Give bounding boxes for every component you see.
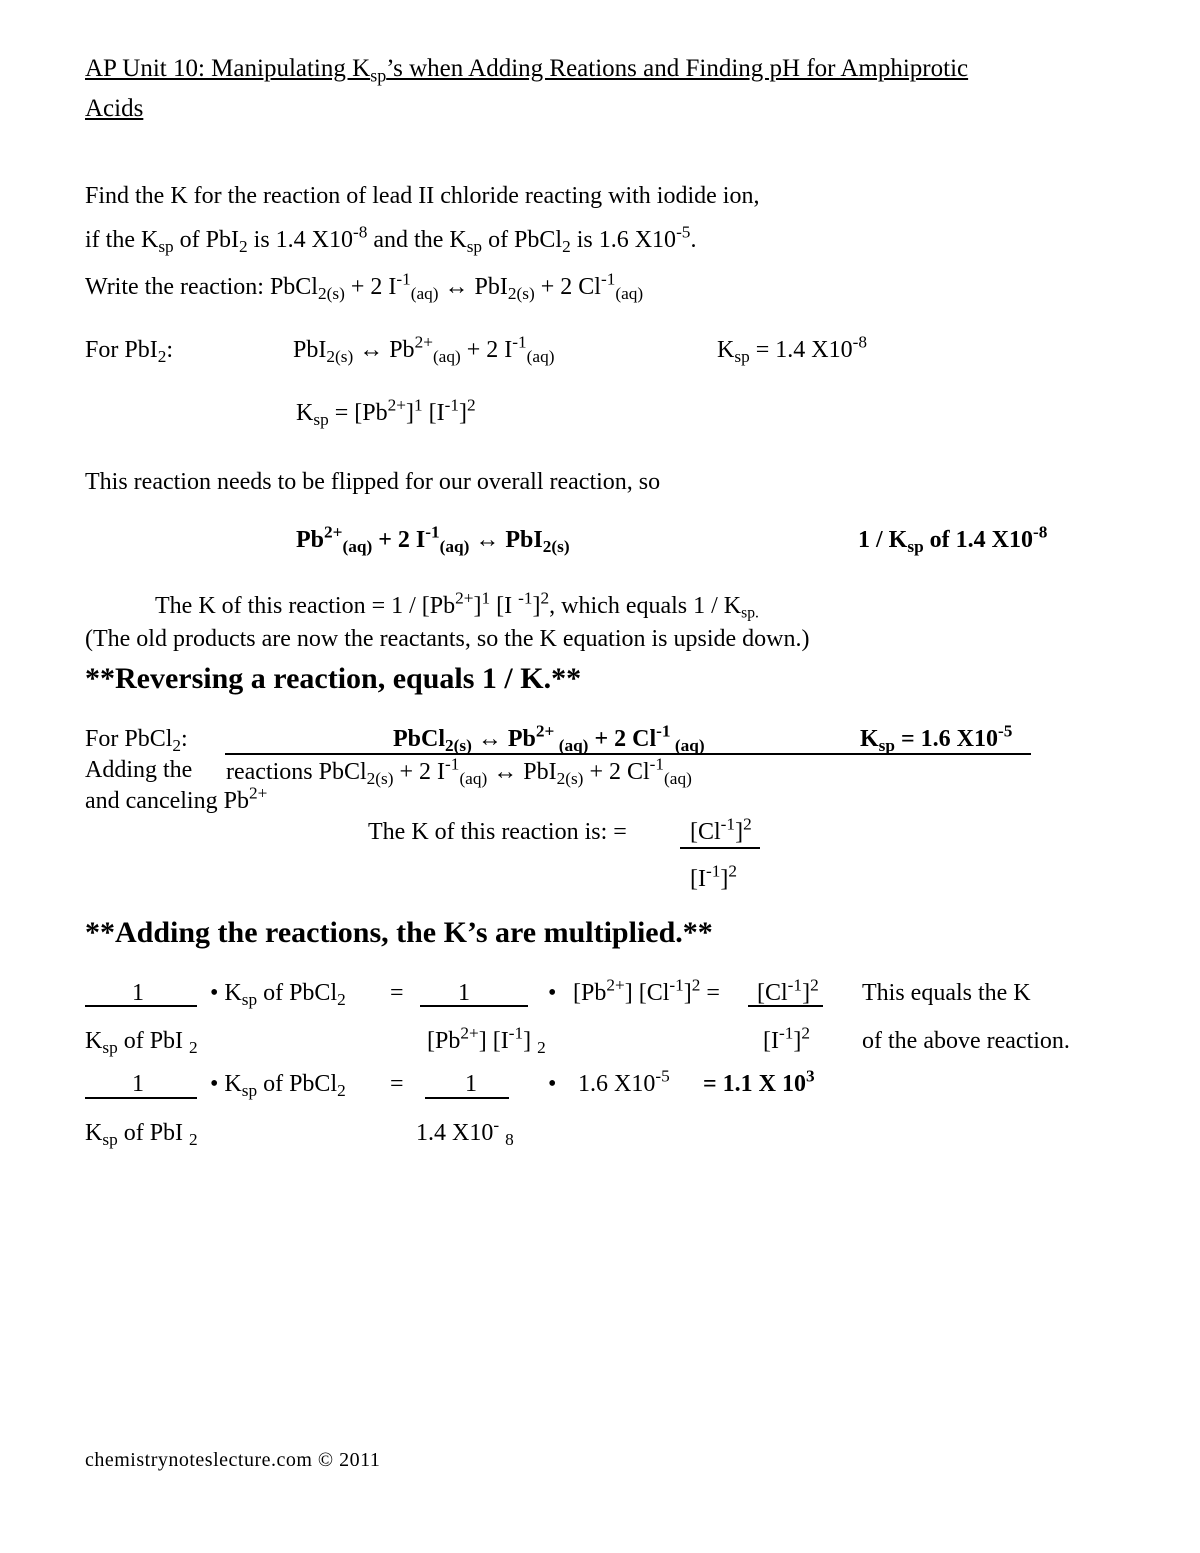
row2-equals: =	[390, 1071, 404, 1097]
row2-one-mid: 1	[465, 1071, 477, 1097]
row1-ksp-pbcl2: • $K_{sp}$ of PbCl$_2$	[210, 980, 346, 1010]
row1-bullet: •	[548, 980, 557, 1006]
row1-ksp-pbi2: $K_{sp}$ of PbI $_2$	[85, 1028, 198, 1058]
problem-line-2: if the $K_{sp}$ of PbI$_2$ is 1.4 $X10^{-8}$ and the $K_{sp}$ of PbCl$_2$ is 1.6 $X10^{-5}$.	[85, 222, 697, 257]
row2-result: = 1.1 X $10^3$	[703, 1066, 815, 1097]
k-of-reaction-label: The K of this reaction is: =	[368, 819, 627, 845]
flip-note: (The old products are now the reactants, so the K equation is upside down.)	[85, 626, 810, 652]
pbcl2-ksp: $K_{sp} = 1.6$ $X10^{-5}$	[860, 721, 1013, 756]
row1-den-right: $[I^{-1}]^2$	[763, 1023, 811, 1054]
row1-one: 1	[132, 980, 144, 1006]
overall-reaction: Write the reaction: PbCl$_{2(s)}$ + 2 $I^{-1}_{(aq)}$ ↔ PbI$_{2(s)}$ + 2 $Cl^{-1}_{(aq)}$	[85, 269, 644, 304]
k-numerator: $[Cl^{-1}]^2$	[690, 814, 752, 845]
page-title: AP Unit 10: Manipulating $K_{sp}’s$ when Adding Reations and Finding pH for Amphiprotic	[85, 55, 969, 86]
pbi2-equation: PbI$_{2(s)}$ ↔ $Pb^{2+}_{(aq)} + 2$ $I^{-1}_{(aq)}$	[293, 332, 555, 367]
pbi2-ksp: $K_{sp} = 1.4$ $X10^{-8}$	[717, 332, 867, 367]
flipped-k-expression: The K of this reaction = $1 / [Pb^{2+}]^1$ [I $^{-1}$]$^2$, which equals $1 / K_{sp.}$	[155, 588, 759, 622]
page-title-line2: Acids	[85, 95, 144, 122]
row2-bar-left	[85, 1097, 197, 1099]
pbcl2-equation: PbCl$_{2(s)}$ ↔ $Pb^{2+}$ $_{(aq)}$ + 2 $Cl^{-1}$ $_{(aq)}$	[393, 721, 705, 756]
row1-bar-right	[748, 1005, 823, 1007]
multiply-rule: **Adding the reactions, the K’s are multiplied.**	[85, 916, 713, 949]
flipped-equation: $Pb^{2+}_{(aq)} + 2$ $I^{-1}_{(aq)}$ ↔ PbI$_{2(s)}$	[296, 522, 570, 557]
row2-bullet: •	[548, 1071, 557, 1097]
k-fraction-bar	[680, 847, 760, 849]
footer-copyright: chemistrynoteslecture.com © 2011	[85, 1449, 381, 1471]
row2-pbcl2-value: 1.6 $X10^{-5}$	[578, 1066, 670, 1097]
flipped-k: $1 / K_{sp}$ of 1.4 $X10^{-8}$	[858, 522, 1048, 557]
row2-bar-mid	[425, 1097, 509, 1099]
pbi2-label: For PbI$_2$:	[85, 337, 173, 367]
canceling-label: and canceling $Pb^{2+}$	[85, 783, 268, 814]
row2-one: 1	[132, 1071, 144, 1097]
k-denominator: $[I^{-1}]^2$	[690, 861, 738, 892]
reversing-rule: **Reversing a reaction, equals 1 / K.**	[85, 662, 582, 695]
pbcl2-label: For PbCl$_2$:	[85, 726, 188, 756]
row1-equals: =	[390, 980, 404, 1006]
row1-concentrations: $[Pb^{2+}] [Cl^{-1}]^2$ =	[573, 975, 720, 1006]
sum-line	[225, 753, 1031, 755]
equals-k-text-2: of the above reaction.	[862, 1028, 1070, 1054]
row2-den-mid: 1.4 X10- $_8$	[416, 1115, 514, 1150]
summed-equation: reactions PbCl$_{2(s)}$ + 2 $I^{-1}_{(aq)}$ ↔ PbI$_{2(s)}$ + 2 $Cl^{-1}_{(aq)}$	[226, 754, 692, 789]
adding-label: Adding the	[85, 757, 193, 783]
row1-frac-num: $[Cl^{-1}]^2$	[757, 975, 819, 1006]
flip-text: This reaction needs to be flipped for our overall reaction, so	[85, 469, 661, 495]
row1-bar-mid	[420, 1005, 528, 1007]
pbi2-ksp-expression: $K_{sp} = [Pb^{2+}]^1$ $[I^{-1}]^2$	[296, 395, 476, 430]
row1-bar-left	[85, 1005, 197, 1007]
row1-den-mid: $[Pb^{2+}]$ $[I^{-1}]$ $_2$	[427, 1023, 546, 1058]
problem-line-1: Find the K for the reaction of lead II chloride reacting with iodide ion,	[85, 183, 760, 209]
row2-ksp-pbi2: $K_{sp}$ of PbI $_2$	[85, 1120, 198, 1150]
equals-k-text-1: This equals the K	[862, 980, 1031, 1006]
row1-one-mid: 1	[458, 980, 470, 1006]
row2-ksp-pbcl2: • $K_{sp}$ of PbCl$_2$	[210, 1071, 346, 1101]
